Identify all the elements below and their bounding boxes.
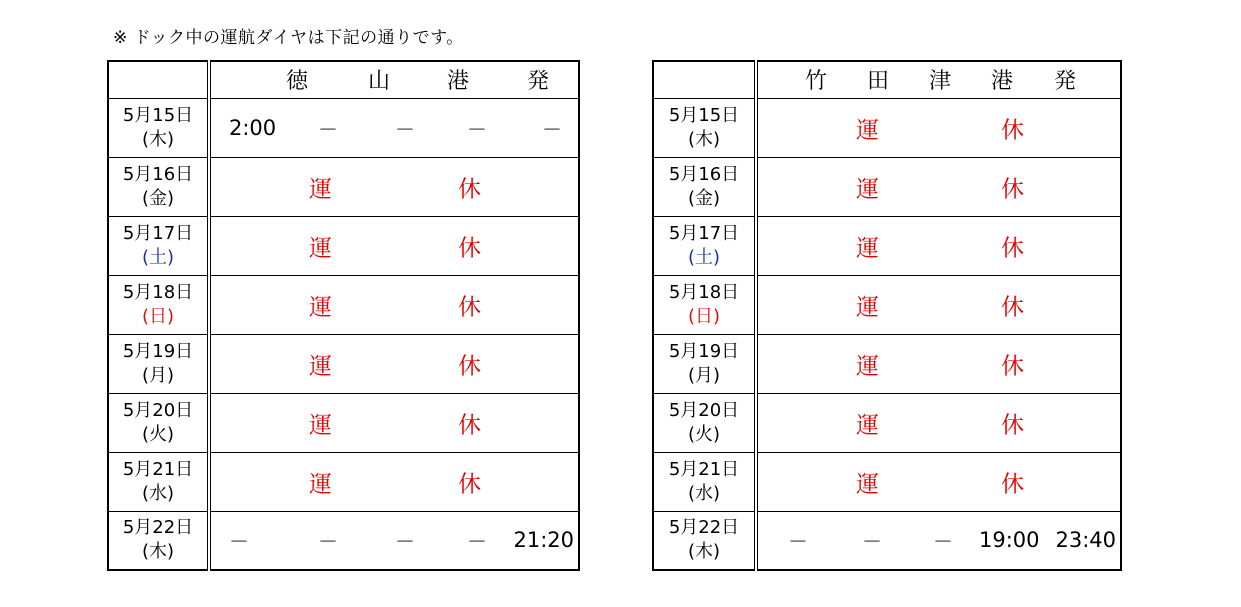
date-cell — [108, 334, 209, 393]
table-row — [653, 216, 1121, 275]
corner-cell — [653, 61, 756, 98]
no-service-dash: － — [862, 529, 882, 554]
tokuyama-departure-table — [107, 60, 580, 571]
schedule-cell — [756, 334, 1121, 393]
no-service-dash: － — [318, 529, 338, 554]
date-text: 5月18日 — [668, 281, 740, 303]
schedule-cell — [756, 393, 1121, 452]
service-suspended-char: 運 — [309, 235, 332, 261]
service-suspended-char: 運 — [856, 294, 879, 320]
service-suspended-char: 休 — [458, 235, 481, 261]
date-text: 5月16日 — [122, 163, 194, 185]
service-suspended-char: 休 — [458, 176, 481, 202]
date-text: 5月21日 — [668, 458, 740, 480]
weekday-text: (木) — [687, 541, 721, 563]
weekday-text: (土) — [141, 246, 175, 268]
date-text: 5月17日 — [122, 222, 194, 244]
weekday-text: (水) — [141, 482, 175, 504]
weekday-text: (金) — [141, 187, 175, 209]
service-suspended-char: 休 — [458, 412, 481, 438]
schedule-cell — [756, 452, 1121, 511]
date-text: 5月15日 — [122, 104, 194, 126]
weekday-text: (火) — [687, 423, 721, 445]
date-cell — [108, 98, 209, 157]
departure-time: 23:40 — [1055, 528, 1116, 553]
service-suspended-char: 運 — [309, 176, 332, 202]
date-text: 5月15日 — [668, 104, 740, 126]
no-service-dash: － — [318, 117, 338, 141]
departure-time: 21:20 — [513, 528, 574, 553]
no-service-dash: － — [395, 117, 415, 141]
schedule-cell — [209, 452, 579, 511]
service-suspended-char: 休 — [1001, 235, 1024, 261]
weekday-text: (月) — [141, 364, 175, 386]
schedule-cell — [209, 98, 579, 157]
table-row — [653, 511, 1121, 570]
taketazu-departure-table — [652, 60, 1122, 571]
table-row — [108, 216, 579, 275]
table-header-row — [108, 61, 579, 98]
service-suspended-char: 休 — [1001, 471, 1024, 497]
service-suspended-char: 休 — [1001, 117, 1024, 143]
date-cell — [653, 157, 756, 216]
schedule-cell — [209, 393, 579, 452]
date-text: 5月19日 — [668, 340, 740, 362]
departure-time: 19:00 — [979, 528, 1040, 553]
date-text: 5月20日 — [668, 399, 740, 421]
date-cell — [653, 511, 756, 570]
service-suspended-char: 休 — [1001, 412, 1024, 438]
service-suspended-char: 休 — [1001, 294, 1024, 320]
table-row — [653, 275, 1121, 334]
date-text: 5月18日 — [122, 281, 194, 303]
service-suspended-char: 運 — [856, 353, 879, 379]
weekday-text: (月) — [687, 364, 721, 386]
service-suspended-char: 運 — [309, 412, 332, 438]
table-row — [653, 157, 1121, 216]
schedule-cell — [756, 98, 1121, 157]
date-cell — [653, 275, 756, 334]
service-suspended-char: 運 — [309, 353, 332, 379]
table-row — [108, 334, 579, 393]
table-row — [108, 511, 579, 570]
table-row — [108, 275, 579, 334]
date-cell — [653, 393, 756, 452]
no-service-dash: － — [467, 117, 487, 141]
no-service-dash: － — [542, 117, 562, 141]
date-text: 5月20日 — [122, 399, 194, 421]
no-service-dash: － — [788, 529, 808, 554]
service-suspended-char: 運 — [856, 176, 879, 202]
weekday-text: (木) — [687, 128, 721, 150]
service-suspended-char: 休 — [458, 353, 481, 379]
service-suspended-char: 運 — [856, 412, 879, 438]
date-cell — [108, 452, 209, 511]
date-text: 5月17日 — [668, 222, 740, 244]
date-text: 5月21日 — [122, 458, 194, 480]
weekday-text: (金) — [687, 187, 721, 209]
table-row — [108, 393, 579, 452]
station-char: 港 — [991, 69, 1014, 95]
schedule-cell — [209, 216, 579, 275]
service-suspended-char: 運 — [309, 294, 332, 320]
date-cell — [108, 393, 209, 452]
schedule-cell — [756, 275, 1121, 334]
weekday-text: (日) — [141, 305, 175, 327]
date-cell — [108, 157, 209, 216]
date-cell — [653, 98, 756, 157]
table-row — [653, 334, 1121, 393]
service-suspended-char: 休 — [458, 294, 481, 320]
table-row — [653, 452, 1121, 511]
no-service-dash: － — [467, 529, 487, 554]
service-suspended-char: 運 — [309, 471, 332, 497]
station-char: 津 — [929, 69, 952, 95]
service-suspended-char: 休 — [1001, 353, 1024, 379]
table-row — [653, 393, 1121, 452]
weekday-text: (木) — [141, 541, 175, 563]
schedule-note: ※ ドック中の運航ダイヤは下記の通りです。 — [113, 28, 464, 48]
date-cell — [108, 216, 209, 275]
station-char: 竹 — [805, 69, 828, 95]
table-row — [108, 98, 579, 157]
weekday-text: (水) — [687, 482, 721, 504]
no-service-dash: － — [229, 529, 249, 554]
schedule-cell — [209, 275, 579, 334]
table-row — [108, 452, 579, 511]
schedule-cell — [756, 511, 1121, 570]
date-text: 5月22日 — [122, 517, 194, 539]
departure-time: 2:00 — [229, 115, 277, 140]
date-cell — [108, 511, 209, 570]
date-cell — [653, 334, 756, 393]
date-cell — [108, 275, 209, 334]
weekday-text: (土) — [687, 246, 721, 268]
service-suspended-char: 運 — [856, 117, 879, 143]
weekday-text: (日) — [687, 305, 721, 327]
service-suspended-char: 運 — [856, 471, 879, 497]
date-text: 5月22日 — [668, 517, 740, 539]
station-char: 港 — [447, 69, 470, 95]
table-row — [653, 98, 1121, 157]
station-char: 発 — [1054, 69, 1077, 95]
no-service-dash: － — [933, 529, 953, 554]
schedule-cell — [756, 216, 1121, 275]
date-cell — [653, 452, 756, 511]
schedule-cell — [209, 511, 579, 570]
station-char: 発 — [527, 69, 550, 95]
table-row — [108, 157, 579, 216]
station-header — [756, 61, 1121, 98]
station-header — [209, 61, 579, 98]
date-cell — [653, 216, 756, 275]
schedule-cell — [209, 334, 579, 393]
date-text: 5月19日 — [122, 340, 194, 362]
station-char: 田 — [867, 69, 890, 95]
schedule-cell — [209, 157, 579, 216]
service-suspended-char: 運 — [856, 235, 879, 261]
service-suspended-char: 休 — [1001, 176, 1024, 202]
date-text: 5月16日 — [668, 163, 740, 185]
corner-cell — [108, 61, 209, 98]
no-service-dash: － — [395, 529, 415, 554]
weekday-text: (木) — [141, 128, 175, 150]
schedule-cell — [756, 157, 1121, 216]
station-char: 山 — [368, 69, 391, 95]
weekday-text: (火) — [141, 423, 175, 445]
table-header-row — [653, 61, 1121, 98]
service-suspended-char: 休 — [458, 471, 481, 497]
station-char: 徳 — [286, 69, 309, 95]
